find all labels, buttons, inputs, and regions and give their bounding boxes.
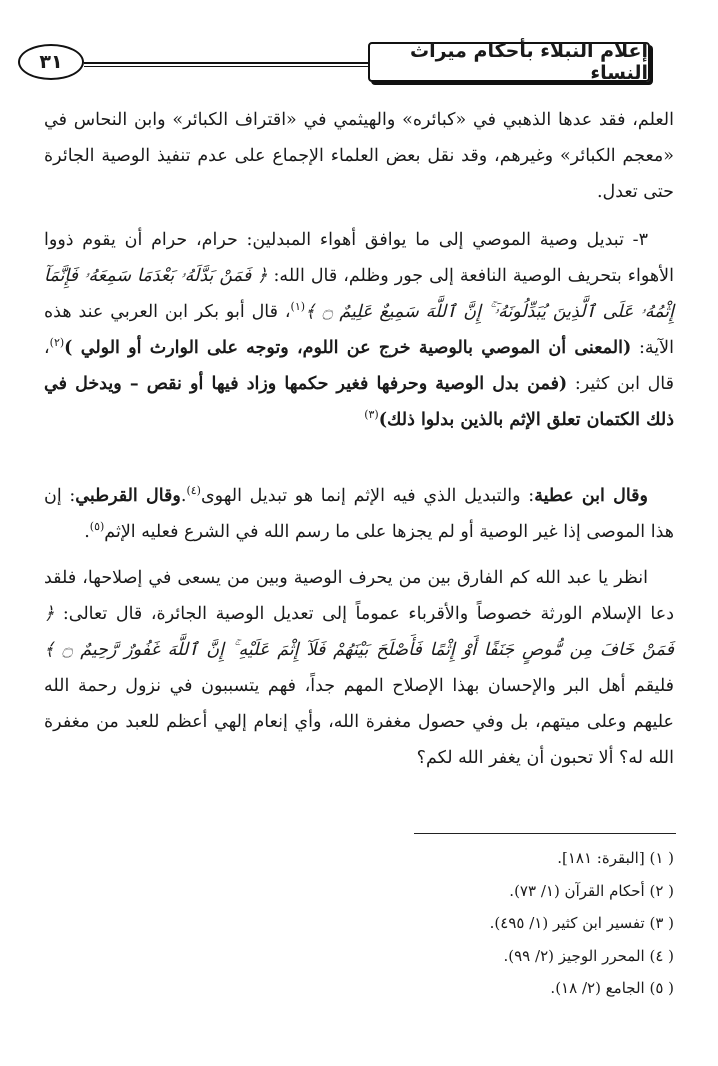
footnote-ref-1: (١): [290, 300, 306, 314]
footnote: ( ٥) الجامع (٢/ ١٨).: [550, 979, 674, 997]
header-rule-thin: [84, 66, 370, 67]
paragraph-2: [44, 222, 674, 446]
header-rule: [84, 62, 370, 64]
author-name: وقال ابن عطية: [534, 486, 648, 506]
paragraph-4-text: [44, 560, 674, 776]
text-span: فليقم أهل البر والإحسان بهذا الإصلاح المهم جداً، فهم يتسببون في نزول رحمة الله عليهم وعلى ميتهم، بل وفي حصول مغفرة الله، وأي إنعام إلهي أعظم للعبد من مغفرة الله له؟ ألا تحبون أن يغفر الله لكم؟: [44, 676, 674, 768]
footnote: ( ٢) أحكام القرآن (١/ ٧٣).: [509, 881, 674, 900]
text-span: ٣- تبديل وصية الموصي إلى ما يوافق أهواء المبدلين: حرام، حرام أن يقوم ذووا الأهواء بتحريف الوصية النافعة إلى جور وظلم، قال الله:: [44, 230, 674, 286]
page-number: ٣١: [18, 44, 84, 80]
paragraph-1: [44, 102, 674, 218]
paragraph-4: [44, 560, 674, 784]
text-span: : والتبديل الذي فيه الإثم إنما هو تبديل الهوى: [200, 486, 535, 506]
footnote-separator: [414, 833, 676, 834]
author-name: وقال القرطبي: [75, 486, 181, 506]
quran-verse: ﴿ فَمَنْ بَدَّلَهُۥ بَعْدَمَا سَمِعَهُۥ فَإِنَّمَآ إِثْمُهُۥ عَلَى ٱلَّذِينَ يُبَدِّلُونَهُۥٓ ۚ إِنَّ ٱللَّهَ سَمِيعٌ عَلِيمٌ ۝ ﴾: [44, 266, 674, 322]
footnote-ref-5: (٥): [89, 520, 105, 534]
footnote-ref-3: (٣): [364, 408, 379, 422]
paragraph-3-text: [44, 478, 674, 550]
paragraph-1-text: العلم، فقد عدها الذهبي في «كبائره» والهيثمي في «اقتراف الكبائر» وابن النحاس في «معجم الكبائر» وغيرهم، وقد نقل بعض العلماء الإجماع على عدم تنفيذ الوصية الجائرة حتى تعدل.: [44, 110, 674, 202]
running-header-title: إعلام النبلاء بأحكام ميراث النساء: [368, 42, 650, 82]
text-span: انظر يا عبد الله كم الفارق بين من يحرف الوصية وبين من يسعى في إصلاحها، فلقد دعا الإسلام الورثة خصوصاً والأقرباء عموماً إلى تعديل الوصية الجائرة، قال تعالى:: [44, 568, 674, 624]
bold-quote: (المعنى أن الموصي بالوصية خرج عن اللوم، وتوجه على الوارث أو الولي ): [64, 338, 632, 358]
text-span: .: [84, 522, 90, 542]
paragraph-3: [44, 478, 674, 558]
footnote-ref-2: (٢): [49, 336, 65, 350]
text-span: .: [180, 486, 187, 506]
paragraph-2-text: [44, 222, 674, 438]
quran-verse: ﴿ فَمَنْ خَافَ مِن مُّوصٍ جَنَفًا أَوْ إِثْمًا فَأَصْلَحَ بَيْنَهُمْ فَلَآ إِثْمَ عَلَيْهِ ۚ إِنَّ ٱللَّهَ غَفُورٌ رَّحِيمٌ ۝ ﴾: [44, 604, 674, 660]
footnotes: [254, 842, 674, 1005]
text-span: : إن هذا الموصى إذا غير الوصية أو لم يجزها على ما رسم الله في الشرع فعليه الإثم: [44, 486, 674, 542]
bold-quote: (فمن بدل الوصية وحرفها فغير حكمها وزاد فيها أو نقص – ويدخل في ذلك الكتمان تعلق الإثم بالذين بدلوا ذلك): [44, 374, 674, 430]
text-span: ، قال أبو بكر ابن العربي عند هذه الآية:: [44, 302, 674, 358]
footnote-ref-4: (٤): [186, 484, 201, 498]
footnote: ( ١) [البقرة: ١٨١].: [557, 849, 674, 867]
text-span: ، قال ابن كثير:: [44, 338, 674, 394]
footnote: ( ٤) المحرر الوجيز (٢/ ٩٩).: [503, 946, 674, 965]
footnote: ( ٣) تفسير ابن كثير (١/ ٤٩٥).: [489, 914, 674, 932]
